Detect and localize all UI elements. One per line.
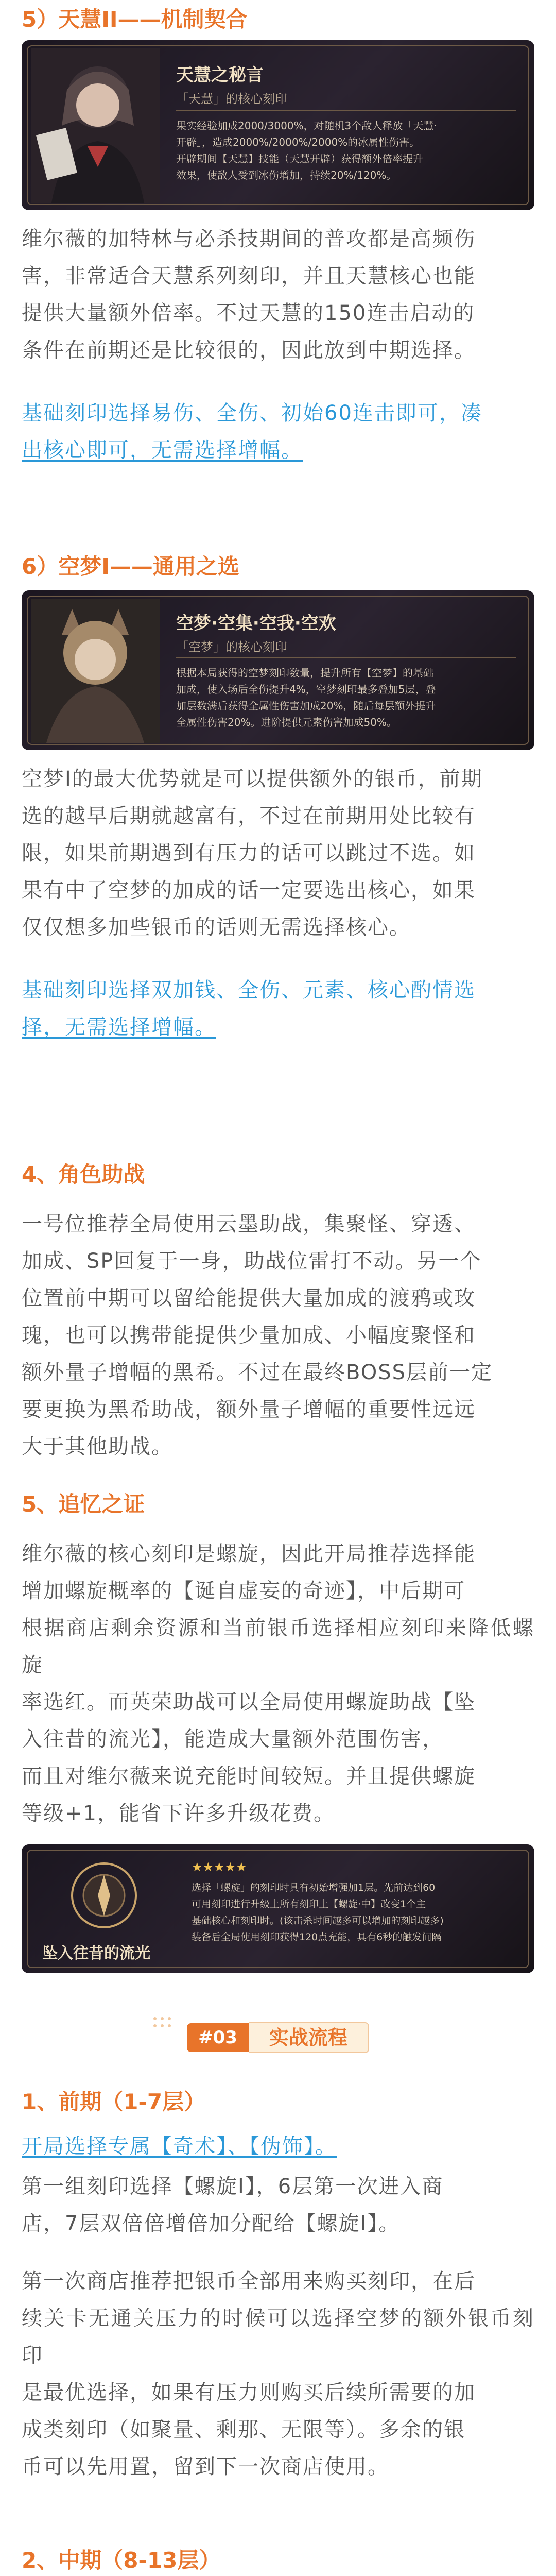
kongmeng-paragraph: 空梦I的最大优势就是可以提供额外的银币，前期 选的越早后期就越富有，不过在前期用处比较有 限，如果前期遇到有压力的话可以跳过不选。如 果有中了空梦的加成的话一定要选出核心，如果 仅仅想多加些银币的话则无需选择核心。 [22, 767, 483, 939]
section-tianhui [22, 4, 534, 469]
kongmeng-recommend: 基础刻印选择双加钱、全伤、元素、核心酌情选 择，无需选择增幅。 [22, 978, 476, 1039]
kongmeng-heading: 6）空梦I——通用之选 [22, 554, 239, 579]
tianhui-card-title: 天慧之秘言 [176, 65, 264, 86]
memento-card-desc: 选择「螺旋」的刻印时具有初始增强加1层。先前达到60 可用刻印进行升级上所有刻印上【螺旋·中】改变1个主 基础核心和刻印时。(该击杀时间越多可以增加的刻印越多) 装备后全局使用刻印获得120点充能，具有6秒的触发间隔 [192, 1882, 444, 1943]
tianhui-card-subtitle: 「天慧」的核心刻印 [176, 92, 287, 106]
section-title: 实战流程 [249, 2022, 369, 2053]
tianhui-core-card [22, 40, 534, 210]
tianhui-card-desc: 果实经验加成2000/3000%，对随机3个敌人释放「天慧· 开辟」，造成2000%/2000%/2000%的冰属性伤害。 开辟期间【天慧】技能（天慧开辟）获得额外倍率提升 效果，使敌人受到冰伤增加，持续20%/120%。 [176, 120, 437, 181]
tianhui-recommend: 基础刻印选择易伤、全伤、初始60连击即可，凑 出核心即可，无需选择增幅。 [22, 401, 482, 462]
memento-emblem-icon [53, 1857, 155, 1934]
early-opening: 开局选择专属【奇术】、【伪饰】。 [22, 2134, 337, 2158]
early-shop-paragraph: 第一次商店推荐把银币全部用来购买刻印，在后 续关卡无通关压力的时候可以选择空梦的额外银币刻印 是最优选择，如果有压力则购买后续所需要的加 成类刻印（如聚量、剩那、无限等）。多余的银 币可以先用置，留到下一次商店使用。 [22, 2269, 534, 2479]
memento-card-name: 坠入往昔的流光 [42, 1944, 150, 1962]
character-portrait-icon [31, 48, 160, 203]
section-memento [22, 1489, 534, 1973]
early-paragraph: 第一组刻印选择【螺旋I】，6层第一次进入商 店，7层双倍倍增倍加分配给【螺旋I】。 [22, 2175, 444, 2235]
kongmeng-core-card [22, 590, 534, 750]
tianhui-paragraph: 维尔薇的加特林与必杀技期间的普攻都是高频伤 害，非常适合天慧系列刻印，并且天慧核心也能 提供大量额外倍率。不过天慧的150连击启动的 条件在前期还是比较很的，因此放到中期选择。 [22, 227, 476, 362]
dots-decoration-icon [151, 2014, 182, 2035]
tianhui-card-divider [176, 110, 516, 111]
section-banner [0, 2014, 556, 2061]
kongmeng-card-divider [176, 657, 516, 658]
assist-paragraph: 一号位推荐全局使用云墨助战，集聚怪、穿透、 加成、SP回复于一身，助战位雷打不动。另一个 位置前中期可以留给能提供大量加成的渡鸦或玫 瑰，也可以携带能提供少量加成、小幅度聚怪和 额外量子增幅的黑希。不过在最终BOSS层前一定 要更换为黑希助战，额外量子增幅的重要性远远 大于其他助战。 [22, 1212, 493, 1459]
section-early [22, 2087, 534, 2485]
assist-heading: 4、角色助战 [22, 1162, 145, 1187]
kongmeng-card-title: 空梦·空集·空我·空欢 [176, 613, 336, 634]
mid-heading: 2、中期（8-13层） [22, 2548, 221, 2573]
section-mid [22, 2545, 534, 2576]
kongmeng-card-subtitle: 「空梦」的核心刻印 [176, 640, 287, 654]
tianhui-heading: 5）天慧II——机制契合 [22, 7, 248, 32]
memento-card [22, 1844, 534, 1973]
kongmeng-card-desc: 根据本局获得的空梦刻印数量，提升所有【空梦】的基础 加成，使入场后全伤提升4%，空梦刻印最多叠加5层，叠 加层数满后获得全属性伤害加成20%，随后每层额外提升 全属性伤害20%。进阶提供元素伤害加成50%。 [176, 667, 436, 728]
character-portrait-icon [31, 599, 160, 743]
early-heading: 1、前期（1-7层） [22, 2089, 206, 2114]
memento-card-stars: ★★★★★ [192, 1860, 247, 1874]
section-kongmeng [22, 551, 534, 1046]
section-assist [22, 1159, 534, 1465]
memento-heading: 5、追忆之证 [22, 1492, 145, 1517]
memento-paragraph: 维尔薇的核心刻印是螺旋，因此开局推荐选择能 增加螺旋概率的【诞自虚妄的奇迹】，中后期可 根据商店剩余资源和当前银币选择相应刻印来降低螺旋 率选红。而英荣助战可以全局使用螺旋助战【坠 入往昔的流光】，能造成大量额外范围伤害， 而且对维尔薇来说充能时间较短。并且提供螺旋 等级+1，能省下许多升级花费。 [22, 1542, 534, 1825]
section-number: #03 [187, 2023, 249, 2052]
